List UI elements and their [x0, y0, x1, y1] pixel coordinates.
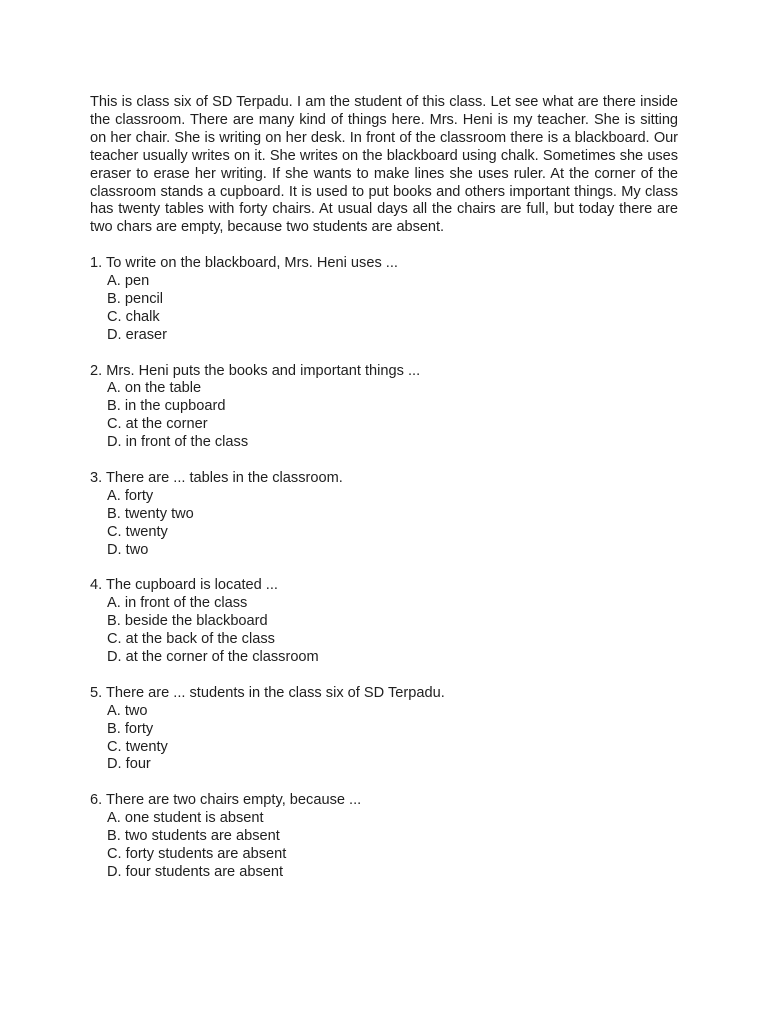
- answer-options: [90, 703, 678, 775]
- question-text: 4. The cupboard is located ...: [90, 577, 278, 594]
- answer-option: B. pencil: [107, 290, 163, 307]
- answer-option: C. twenty: [107, 523, 168, 540]
- question-text: 1. To write on the blackboard, Mrs. Heni uses ...: [90, 255, 398, 272]
- answer-option: D. four students are absent: [107, 863, 284, 880]
- question-text: 3. There are ... tables in the classroom.: [90, 469, 343, 486]
- question-1: [90, 255, 678, 345]
- answer-option: A. pen: [107, 273, 150, 290]
- answer-option: C. twenty: [107, 738, 168, 755]
- answer-options: [90, 810, 678, 882]
- answer-option: B. beside the blackboard: [107, 613, 268, 630]
- answer-option: B. twenty two: [107, 505, 194, 522]
- answer-options: [90, 273, 678, 345]
- answer-option: A. one student is absent: [107, 810, 264, 827]
- answer-option: D. four: [107, 756, 151, 773]
- question-text: 2. Mrs. Heni puts the books and important things ...: [90, 362, 421, 379]
- question-5: [90, 685, 678, 775]
- answer-option: C. at the corner: [107, 416, 208, 433]
- answer-option: D. at the corner of the classroom: [107, 649, 319, 666]
- answer-option: A. on the table: [107, 380, 202, 397]
- question-3: [90, 470, 678, 560]
- answer-option: D. eraser: [107, 326, 168, 343]
- document-page: [90, 94, 678, 900]
- question-6: [90, 792, 678, 882]
- answer-option: D. two: [107, 541, 149, 558]
- answer-options: [90, 380, 678, 452]
- question-text: 6. There are two chairs empty, because ...: [90, 792, 362, 809]
- answer-option: C. forty students are absent: [107, 845, 287, 862]
- answer-options: [90, 488, 678, 560]
- answer-options: [90, 595, 678, 667]
- answer-option: B. forty: [107, 720, 154, 737]
- answer-option: B. two students are absent: [107, 828, 280, 845]
- answer-option: A. in front of the class: [107, 595, 248, 612]
- answer-option: A. forty: [107, 487, 154, 504]
- answer-option: C. at the back of the class: [107, 631, 275, 648]
- answer-option: D. in front of the class: [107, 434, 249, 451]
- answer-option: A. two: [107, 702, 148, 719]
- answer-option: B. in the cupboard: [107, 398, 226, 415]
- question-4: [90, 577, 678, 667]
- question-text: 5. There are ... students in the class six of SD Terpadu.: [90, 684, 445, 701]
- reading-passage: This is class six of SD Terpadu. I am the student of this class. Let see what are there inside the classroom. There are many kind of things here. Mrs. Heni is my teacher. She is sitting on her chair. She is writing on her desk. In front of the classroom there is a blackboard. Our teacher usually writes on it. She writes on the blackboard using chalk. Sometimes she uses eraser to erase her writing. If she wants to make lines she uses ruler. At the corner of the classroom stands a cupboard. It is used to put books and others important things. My class has twenty tables with forty chairs. At usual days all the chairs are full, but today there are two chars are empty, because two students are absent.: [90, 94, 678, 236]
- answer-option: C. chalk: [107, 308, 160, 325]
- question-2: [90, 363, 678, 453]
- question-list: [90, 255, 678, 882]
